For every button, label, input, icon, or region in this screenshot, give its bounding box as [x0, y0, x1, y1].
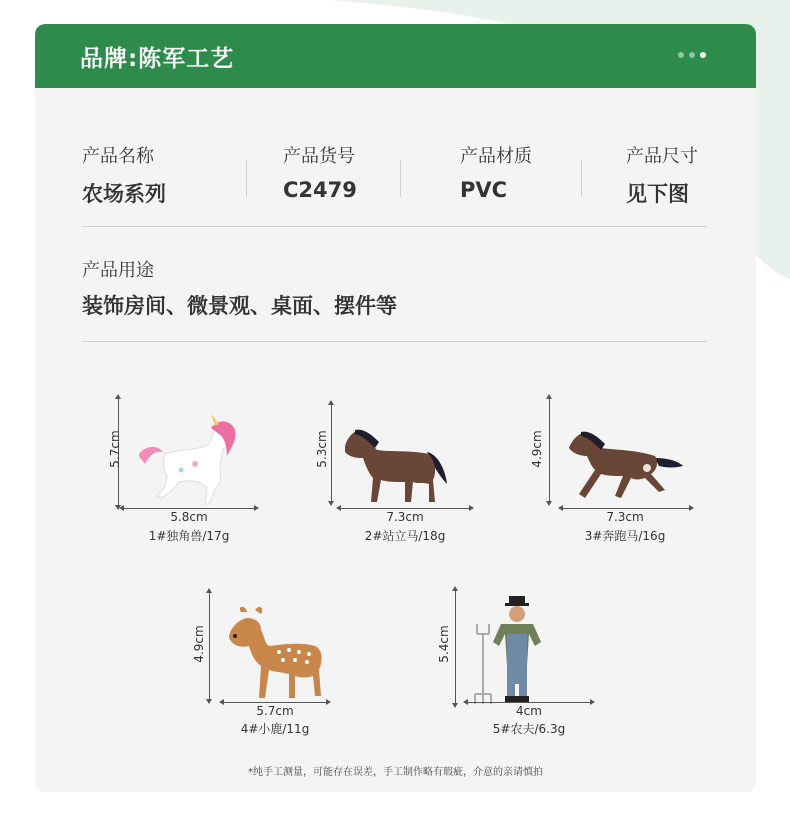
product-name: 5#农夫/6.3g	[492, 722, 566, 736]
usage-label: 产品用途	[82, 260, 154, 281]
width-label: 7.3cm	[386, 510, 424, 524]
height-label: 5.3cm	[315, 430, 329, 468]
section-divider	[82, 341, 707, 342]
spec-material	[460, 142, 532, 202]
divider	[400, 160, 401, 197]
product-name: 3#奔跑马/16g	[584, 529, 666, 543]
standing-horse-figure-icon	[341, 424, 453, 506]
spec-label: 产品材质	[460, 146, 532, 167]
product-name: 1#独角兽/17g	[148, 529, 230, 543]
spec-value: C2479	[283, 178, 357, 202]
spec-size	[626, 142, 698, 208]
spec-label: 产品名称	[82, 146, 154, 167]
divider	[581, 160, 582, 197]
height-label: 4.9cm	[192, 625, 206, 663]
unicorn-figure-icon	[135, 414, 245, 506]
spec-value: 见下图	[626, 182, 689, 206]
product-name: 4#小鹿/11g	[240, 722, 310, 736]
height-dimension-line	[549, 398, 550, 502]
spec-label: 产品尺寸	[626, 146, 698, 167]
width-label: 5.8cm	[170, 510, 208, 524]
width-label: 4cm	[516, 704, 542, 718]
height-dimension-line	[455, 590, 456, 704]
brand-header	[35, 24, 756, 88]
width-dimension-line	[223, 702, 327, 703]
spec-row	[82, 142, 707, 206]
width-dimension-line	[562, 508, 690, 509]
usage-section	[82, 256, 397, 320]
width-label: 7.3cm	[606, 510, 644, 524]
height-label: 5.7cm	[108, 430, 122, 468]
spec-value: 农场系列	[82, 182, 166, 206]
fawn-figure-icon	[223, 606, 327, 702]
width-dimension-line	[467, 702, 591, 703]
width-dimension-line	[123, 508, 255, 509]
height-label: 5.4cm	[437, 625, 451, 663]
running-horse-figure-icon	[565, 428, 685, 504]
spec-value: PVC	[460, 178, 508, 202]
disclaimer-text: *纯手工测量，可能存在误差，手工制作略有瑕疵，介意的亲请慎拍	[248, 767, 543, 778]
brand-title: 品牌:陈军工艺	[80, 46, 235, 72]
farmer-figure-icon	[471, 594, 555, 704]
dot-indicator-icon	[678, 52, 684, 58]
width-dimension-line	[340, 508, 470, 509]
divider	[246, 160, 247, 197]
product-name: 2#站立马/18g	[364, 529, 446, 543]
usage-value: 装饰房间、微景观、桌面、摆件等	[82, 294, 397, 318]
product-info-card	[35, 24, 756, 792]
spec-name	[82, 142, 166, 208]
section-divider	[82, 226, 707, 227]
width-label: 5.7cm	[256, 704, 294, 718]
height-dimension-line	[209, 592, 210, 700]
height-dimension-line	[331, 404, 332, 502]
dot-indicator-active-icon	[700, 52, 706, 58]
spec-item-number	[283, 142, 357, 202]
height-label: 4.9cm	[530, 430, 544, 468]
spec-label: 产品货号	[283, 146, 355, 167]
page-indicator	[678, 52, 706, 58]
dot-indicator-icon	[689, 52, 695, 58]
